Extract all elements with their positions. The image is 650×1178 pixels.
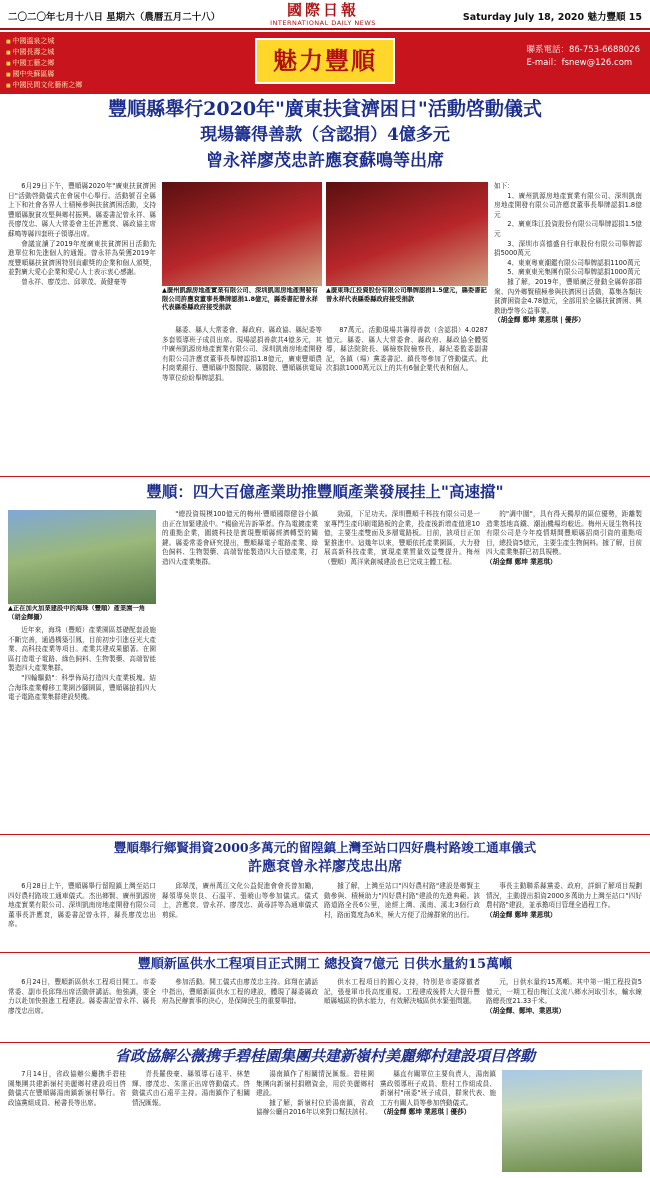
section2-photo bbox=[8, 510, 156, 604]
paragraph: 據了解，2019年，豐順廣泛發動全縣幹部群衆、內外鄉賢積極參與扶濟困日活動，募集各類扶貧濟困資金4.78億元，全部用於全縣扶貧濟困、興教助學等公益事業。 bbox=[494, 277, 642, 315]
section2-col-2 bbox=[162, 510, 318, 830]
donor-item: 5、廣東東光集團有限公司舉牌認捐1000萬元 bbox=[507, 268, 641, 277]
paragraph: "總投資規模100億元的梅州·豐順國際健谷小鎮由正在加緊建設中。"楊偷光告訴筆者。作為電鍍產業的重點企業，圍繞科技是實現豐順縣經濟轉型的關鍵。縣委常委會研究提出，豐順縣電子電路產業、綠色飼料、生物製藥、高端智能製造四大百億產業，打造四大產業集群。 bbox=[162, 510, 318, 566]
section3-col-1 bbox=[8, 882, 156, 950]
paragraph: 縣直有關單位主要負責人，湯南鎮黨政領導班子成員、駐村工作組成員、新嶺村"兩委"班子成員，群衆代表、施工方有關人員等參加啓動儀式。 bbox=[380, 1070, 496, 1107]
lead-photo-2-caption: ▲ 廣東珠江投資股份有限公司舉牌認捐1.5億元，縣委書記曾永祥代表縣委縣政府接受捐款 bbox=[326, 287, 488, 323]
issue-date: 二〇二〇年七月十八日 星期六（農曆五月二十八） bbox=[8, 12, 221, 23]
paragraph: 縣委、縣人大常委會、縣政府、縣政協、縣紀委等多套領導班子成員出席。現場認捐善款共4億多元，其中廣州凱源房地產實業有限公司、深圳凱南房地產開發有限公司許應袞董事長舉牌認捐1.8億元，廣東豐順農村商業銀行、豐順縣中醫醫院、縣醫院、豐順縣供電局等單位紛紛舉牌認捐。 bbox=[162, 326, 322, 382]
paragraph: 青長羅俊豪、縣領導石遠平、林楚輝、廖茂忠、朱霈正出席啓動儀式。啓動儀式由石遠平主持。湯南鎮作了相關情況匯報。 bbox=[132, 1070, 250, 1107]
masthead bbox=[0, 0, 650, 30]
paragraph: 會議宣讀了2019年度廣東扶貧濟困日活動先進單位和先進個人的通報。曾永祥為榮獲2019年度豐順縣扶貧濟困特別貢獻獎的企業和個人頒獎，並對廣大愛心企業和愛心人士表示衷心感謝。 bbox=[8, 239, 156, 277]
section4-col-4 bbox=[486, 978, 642, 1040]
section4-col-1 bbox=[8, 978, 156, 1040]
paragraph: "四輪驅動"：科學佈局打造四大產業板塊。結合海珠產業轉移工業園沙腳園區，豐順縣搶抓四大電子電路產業集群建設契機。 bbox=[8, 673, 156, 702]
byline: （胡金輝 鄭坤 業恩琪丨優莎） bbox=[380, 1108, 471, 1117]
divider bbox=[0, 1042, 650, 1043]
section4-col-3 bbox=[324, 978, 480, 1040]
section3-headline-2: 許應袞曾永祥廖茂忠出席 bbox=[248, 859, 402, 875]
honor-item: ■ 中國溫泉之城 bbox=[6, 36, 82, 47]
section5-col-1 bbox=[8, 1070, 126, 1172]
paragraph: 湯南鎮作了相關情況匯報。碧桂園集團向新嶺村捐贈資金，用於美麗鄉村建設。 bbox=[256, 1070, 374, 1098]
city-honors-list bbox=[6, 36, 82, 91]
section-banner bbox=[0, 32, 650, 94]
logo-english: INTERNATIONAL DAILY NEWS bbox=[270, 19, 376, 27]
lead-headline-3: 曾永祥廖茂忠許應袞蘇鳴等出席 bbox=[206, 151, 444, 171]
donor-intro: 如下： bbox=[494, 182, 514, 190]
honor-item: ■ 國中央蘇區縣 bbox=[6, 69, 82, 80]
lead-photo-1 bbox=[162, 182, 322, 286]
paragraph: 供水工程項目的圓心支持，特別是市委隊徹者記，張曼軍市長高度重視。工程建成後將大大提升豐順縣城區的供水能力，有效解決城區供水緊張問題。 bbox=[324, 978, 480, 1006]
section2-headline: 豐順：四大百億產業助推豐順產業發展挂上"高速擋" bbox=[146, 482, 504, 501]
contact-phone: 聯系電話：86-753-6688026 bbox=[526, 45, 640, 55]
lead-col-4 bbox=[494, 182, 642, 472]
donor-item: 2、廣東珠江投資股份有限公司舉牌認捐1.5億元 bbox=[494, 220, 642, 238]
section3-headline-1: 豐順舉行鄉賢捐資2000多萬元的留隍鎮上灣至站口四好農村路竣工通車儀式 bbox=[113, 840, 537, 855]
donor-item: 3、深圳市喜德盛自行車股份有限公司舉牌認捐5000萬元 bbox=[494, 239, 642, 258]
honor-item: ■ 中國民間文化藝術之鄉 bbox=[6, 80, 82, 91]
paragraph: 參加活動。開工儀式由廖茂忠主持。邱翔在講話中指出，豐順新區供水工程的建設，體現了縣委縣政府為民辦實事的決心，是保障民生的重要舉措。 bbox=[162, 978, 318, 1006]
byline: （胡金輝 鄭坤 業恩琪 | 優莎） bbox=[494, 316, 585, 325]
byline: （胡金輝 鄭坤 業恩琪） bbox=[486, 910, 557, 919]
section3-col-2 bbox=[162, 882, 318, 950]
section5-headline-band bbox=[0, 1045, 650, 1067]
byline: （胡金輝 鄭坤 業恩琪） bbox=[486, 557, 557, 566]
lead-headlines bbox=[0, 96, 650, 178]
lead-col-3 bbox=[326, 326, 488, 472]
section5-col-2 bbox=[132, 1070, 250, 1172]
paragraph: 曾永祥、廖茂忠、邱翠茂、黃健豪等 bbox=[21, 277, 127, 286]
paragraph: 據了解，上灣至站口"四好農村路"建設是鄉賢主動參與、積極助力"四好農村路"建設的先進典範。該路道路全長6公里，途經上灣、溪南、溪北3個行政村，路面寬度為6米，極大方便了沿線群衆的出行。 bbox=[324, 882, 480, 919]
paragraph: 事長主動聯系縣黨委、政府，詳細了解項目規劃情況，主動提出捐資2000多萬助力上灣至站口"四好農村路"建設，並承擔項目管理全過程工作。 bbox=[486, 882, 642, 910]
paragraph: 元，日供水量約15萬噸。其中第一期工程投資5億元，一期工程由梅江支流八鄉水河取引水，輸水線路總長度21.33千米。 bbox=[486, 978, 642, 1006]
section2-col-3 bbox=[324, 510, 480, 830]
divider bbox=[0, 476, 650, 477]
section5-photo bbox=[502, 1070, 642, 1172]
section-title-box bbox=[255, 38, 395, 84]
paragraph: 7月14日，省政協辦公廳携手碧桂園集團共建新嶺村美麗鄉村建設項目啓動儀式在豐順縣湯南鎮新嶺村舉行。省政協黨組成員、秘書長等出席。 bbox=[8, 1070, 126, 1107]
section5-headline: 省政協解公薇携手碧桂園集團共建新嶺村美麗鄉村建設項目啓動 bbox=[114, 1047, 535, 1065]
lead-headline-1: 豐順縣舉行2020年"廣東扶貧濟困日"活動啓動儀式 bbox=[108, 98, 542, 120]
paragraph: 的"調中圍"，具有得天獨厚的區位優勢，距離製造業基地高鐵、潮汕機場均較近。梅州天晟生物科技有限公司是今年疫情期間豐順縣招商引資的重點項目，總投資5億元，主要生產生物飼料。據了解，目前四大產業集群已初具規模。 bbox=[486, 510, 642, 557]
section4-col-2 bbox=[162, 978, 318, 1040]
lead-photo-2 bbox=[326, 182, 488, 286]
paragraph: 近年來，海珠（豐順）產業園區基礎配套設施不斷完善，通過構築引鳳，目前初步引進亞光大產業、高科技產業等項目。產業共建成果顯著。在園區打造電子電路、綠色飼料、生物製藥、高端智能製造四大產業集群。 bbox=[8, 626, 156, 673]
section5-col-3 bbox=[256, 1070, 374, 1172]
issue-info-right: Saturday July 18, 2020 魅力豐順 15 bbox=[462, 12, 642, 23]
section-title: 魅力豐順 bbox=[273, 46, 377, 75]
section4-headline: 豐順新區供水工程項目正式開工 總投資7億元 日供水量約15萬噸 bbox=[137, 957, 513, 972]
section2-col-4 bbox=[486, 510, 642, 830]
divider bbox=[0, 952, 650, 953]
section2-photo-caption: ▲ 正在加火加業建設中的海珠（豐順）產業園一角（胡金輝攝） bbox=[8, 605, 156, 623]
section3-col-4 bbox=[486, 882, 642, 950]
honor-item: ■ 中國長壽之城 bbox=[6, 47, 82, 58]
donor-item: 4、東東粵東潮鑑有限公司舉牌認捐1100萬元 bbox=[507, 258, 641, 267]
byline: （胡金輝、鄭坤、業恩琪） bbox=[486, 1006, 566, 1015]
paragraph: 邱翠茂，廣州萬江文化公益促進會會長曾加勵，縣領導吳崇良、石溫平、張曉山等參加儀式。儀式上，許應袞、曾永祥、廖茂忠、黃尋詳等為通車儀式剪綵。 bbox=[162, 882, 318, 919]
newspaper-logo bbox=[258, 2, 388, 27]
lead-col-1 bbox=[8, 182, 156, 472]
paragraph: 勁頭，下足功夫。深圳豐順千科技有限公司是一家專門生產印刷電路板的企業，投產後新增產值達10億，主要生產雙面及多層電路板。目前，該項目正加緊推進中。這幾年以來，豐順依托產業園區，大力發展高新科技產業，實現產業質量效益雙提升。梅州（豐順）萬洋衆創城建設也已完成主體工程。 bbox=[324, 510, 480, 566]
section3-col-3 bbox=[324, 882, 480, 950]
logo-chinese: 國際日報 bbox=[286, 1, 359, 19]
honor-item: ■ 中國工藝之鄉 bbox=[6, 58, 82, 69]
divider bbox=[0, 834, 650, 835]
paragraph: 6月24日，豐順新區供水工程項目開工。市委常委、副市長邱翔出席活動併講話。他強調，要全力以赴加快推進工程建設。縣委書記曾永祥、縣長廖茂忠出席。 bbox=[8, 978, 156, 1015]
paragraph: 87萬元。活動現場共籌得善款（含認捐）4.0287億元。縣委、縣人大常委會、縣政府、縣政協全體領導，縣法院院長、縣檢察院檢察長，縣紀委監委副書記，各鎮（場）黨委書記、鎮長等參加了啓動儀式。此次捐款1000萬元以上的共有6個企業代表和個人。 bbox=[326, 326, 488, 373]
paragraph: 據了解，新嶺村位於湯南鎮，省政協辦公廳自2016年以來對口幫扶該村。 bbox=[256, 1098, 374, 1117]
section5-col-4 bbox=[380, 1070, 496, 1172]
lead-photo-1-caption: ▲ 廣州凱源房地產實業有限公司、深圳凱南房地產開發有限公司許應袞董事長舉牌認捐1.8億元，縣委書記曾永祥代表縣委縣政府接受捐款 bbox=[162, 287, 322, 323]
lead-col-2 bbox=[162, 326, 322, 472]
contact-email: E-mail：fsnew@126.com bbox=[526, 58, 633, 68]
contact-info bbox=[526, 44, 640, 70]
paragraph: 6月28日上午，豐順縣舉行留隍鎮上灣至站口四好農村路竣工通車儀式。杰出鄉賢、廣州凱源房地產實業有限公司、深圳凱南房地產開發有限公司董事長許應袞，縣委書記曾永祥，縣長廖茂忠出席。 bbox=[8, 882, 156, 929]
paragraph: 6月29日下午，豐順縣2020年"廣東扶貧濟困日"活動啓動儀式在會展中心舉行。活動號召全縣上下和社會各界人士積極參與扶貧濟困活動，支持豐順縣脫貧攻堅與鄉村振興。縣委書記曾永祥、縣長廖茂忠、縣人大常委會主任許應袞、縣政協主席蘇鳴等縣四套班子領導出席。 bbox=[8, 182, 156, 238]
section2-col-1 bbox=[8, 626, 156, 830]
lead-headline-2: 現場籌得善款（含認捐）4億多元 bbox=[200, 125, 450, 145]
donor-item: 1、廣州凱源房地產實業有限公司、深圳凱南房地產開發有限公司許應袞董事長舉牌認捐1.8億元 bbox=[494, 191, 642, 219]
